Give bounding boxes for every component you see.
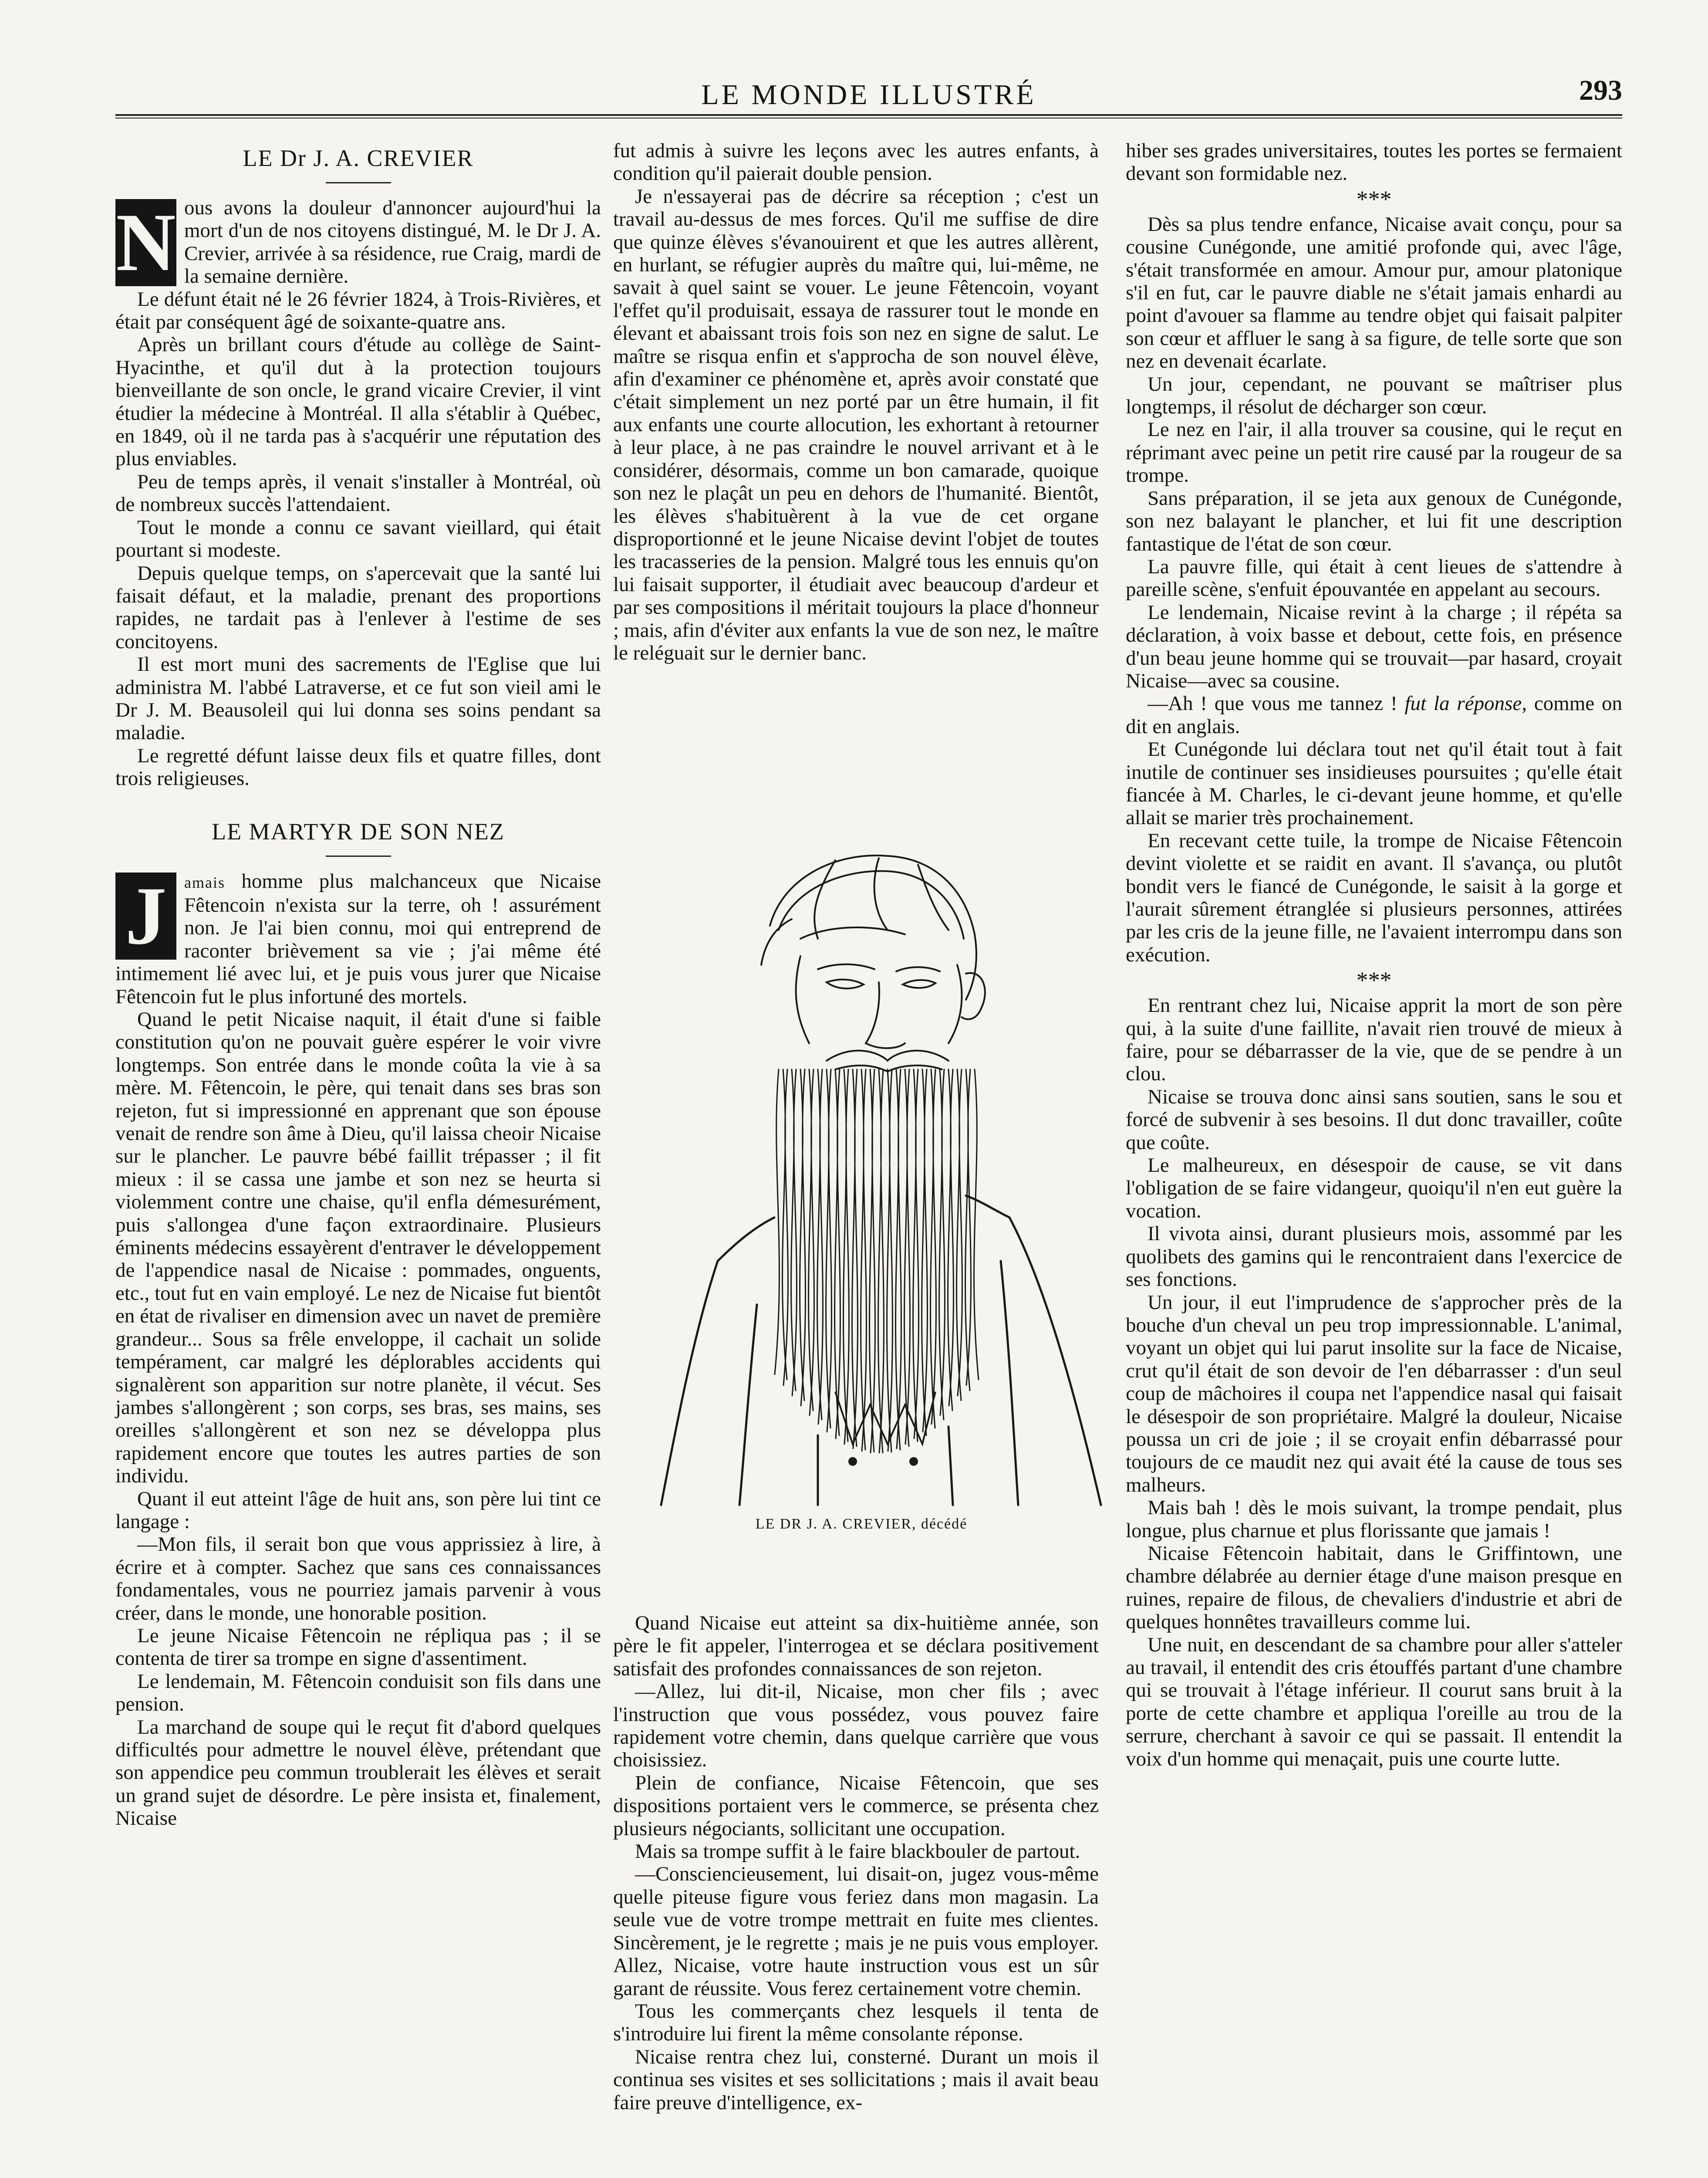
section-asterism: *** [1356,967,1392,994]
title-divider [326,182,391,183]
header-rule [115,114,1622,116]
paragraph: Nicaise se trouva donc ainsi sans soutien, sans le sou et forcé de subvenir à ses besoins. Il dut donc travailler, coûte que coûte. [1126,1085,1622,1154]
paragraph: Plein de confiance, Nicaise Fêtencoin, que ses dispositions portaient vers le commerce, se présenta chez plusieurs négociants, sollicitant une occupation. [613,1771,1099,1840]
drop-cap: N [116,197,176,288]
paragraph: —Mon fils, il serait bon que vous apprissiez à lire, à écrire et à compter. Sachez que sans ces connaissances fondamentales, vous ne pourriez jamais parvenir à vous créer, dans le monde, une honorable position. [115,1533,601,1624]
column-2-top [613,139,1099,664]
lead-paragraph [115,196,601,288]
paragraph: Mais sa trompe suffit à le faire blackbouler de partout. [635,1840,1080,1863]
paragraph: Le nez en l'air, il alla trouver sa cousine, qui le reçut en réprimant avec peine un petit rire causé par la rougeur de sa trompe. [1126,418,1622,487]
paragraph: Un jour, cependant, ne pouvant se maîtriser plus longtemps, il résolut de décharger son cœur. [1126,372,1622,419]
column-1 [115,139,601,1830]
paragraph: Quant il eut atteint l'âge de huit ans, son père lui tint ce langage : [115,1487,601,1533]
paragraph: hiber ses grades universitaires, toutes les portes se fermaient devant son formidable nez. [1126,139,1622,185]
paragraph: Le jeune Nicaise Fêtencoin ne répliqua pas ; il se contenta de tirer sa trompe en signe d'assentiment. [115,1624,601,1670]
article-title-martyr: LE MARTYR DE SON NEZ [212,818,505,845]
lead-text: homme plus malchanceux que Nicaise Fêtencoin n'exista sur la terre, oh ! assurément non. Je l'ai bien connu, moi qui entreprend de raconter brièvement sa vie ; j'ai même été intimement lié avec lui, et je puis vous jurer que Nicaise Fêtencoin fut le plus infortuné des mortels. [115,869,601,1008]
page-header [115,74,1622,118]
beard-stroke [974,1069,979,1380]
paragraph: Il vivota ainsi, durant plusieurs mois, assommé par les quolibets des gamins qui le rencontraient dans l'exercice de ses fonctions. [1126,1222,1622,1291]
paragraph: En recevant cette tuile, la trompe de Nicaise Fêtencoin devint violette et se raidit en avant. Il s'avança, ou plutôt bondit vers le fiancé de Cunégonde, le saisit à la gorge et l'aurait sûrement étranglée si plusieurs personnes, attirées par les cris de la jeune fille, ne l'avaient interrompu dans son exécution. [1126,829,1622,966]
paragraph: Depuis quelque temps, on s'apercevait que la santé lui faisait défaut, et la maladie, prenant des proportions rapides, ne tardait pas à l'enlever à l'estime de ses concitoyens. [115,561,601,653]
lead-paragraph [115,870,601,1008]
paragraph: Nicaise Fêtencoin habitait, dans le Griffintown, une chambre délabrée au dernier étage d'une maison presque en ruines, repaire de filous, de chevaliers d'industrie et abri de quelques honnêtes travailleurs comme lui. [1126,1542,1622,1634]
portrait-engraving [574,825,1149,1522]
page-number: 293 [1579,74,1622,106]
title-divider [326,856,391,857]
beard-stroke [966,1069,971,1385]
paragraph: fut admis à suivre les leçons avec les autres enfants, à condition qu'il paierait double pension. [613,139,1099,185]
portrait-caption: LE DR J. A. CREVIER, décédé [755,1516,968,1532]
paragraph: Et Cunégonde lui déclara tout net qu'il était tout à fait inutile de continuer ses insidieuses poursuites ; qu'elle était fiancée à M. Charles, le ci-devant jeune homme, et qu'elle allait se marier très prochainement. [1126,738,1622,829]
paragraph: Il est mort muni des sacrements de l'Eglise que lui administra M. l'abbé Latraverse, et ce fut son vieil ami le Dr J. M. Beausoleil qui lui donna ses soins pendant sa maladie. [115,653,601,744]
paragraph: Le lendemain, Nicaise revint à la charge ; il répéta sa déclaration, à voix basse et debout, cette fois, en présence d'un beau jeune homme qui se trouvait—par hasard, croyait Nicaise—avec sa cousine. [1126,601,1622,692]
paragraph: Je n'essayerai pas de décrire sa réception ; c'est un travail au-dessus de mes forces. Qu'il me suffise de dire que quinze élèves s'évanouirent et que les autres allèrent, en hurlant, se réfugier auprès du maître qui, lui-même, ne savait à quel saint se vouer. Le jeune Fêtencoin, voyant l'effet qu'il produisait, essaya de rassurer tout le monde en élevant et abaissant trois fois son nez en signe de salut. Le maître se risqua enfin et s'approcha de son nouvel élève, afin d'examiner ce phénomène et, après avoir constaté que c'était simplement un nez porté par un être humain, il fit aux enfants une courte allocution, les exhortant à retourner à leur place, à ne pas craindre le nouvel arrivant et à le considérer, désormais, comme un bon camarade, quoique son nez le plaçât un peu en dehors de l'humanité. Bientôt, les élèves s'habituèrent à la vue de cet organe disproportionné et le jeune Nicaise devint l'objet de toutes les tracasseries de la pension. Malgré tous les ennuis qu'on lui faisait supporter, il étudiait avec beaucoup d'ardeur et par ses compositions il méritait toujours la place d'honneur ; mais, afin d'éviter aux enfants la vue de son nez, le maître le reléguait sur le dernier banc. [613,185,1099,664]
paragraph: Le regretté défunt laisse deux fils et quatre filles, dont trois religieuses. [115,744,601,790]
paragraph: Peu de temps après, il venait s'installer à Montréal, où de nombreux succès l'attendaient. [115,470,601,516]
paragraph: Le malheureux, en désespoir de cause, se vit dans l'obligation de se faire vidangeur, quoiqu'il n'en eut guère la vocation. [1126,1154,1622,1222]
reply-italic: fut la réponse [1404,692,1522,715]
paragraph [1126,692,1622,738]
paragraph: Le défunt était né le 26 février 1824, à Trois-Rivières, et était par conséquent âgé de soixante-quatre ans. [115,287,601,334]
paragraph: Une nuit, en descendant de sa chambre pour aller s'atteler au travail, il entendit des cris étouffés partant d'une chambre qui se trouvait à l'étage inférieur. Il courut sans bruit à la porte de cette chambre et appliqua l'oreille au trou de la serrure, cherchant à savoir ce qui se passait. Il entendit la voix d'un homme qui menaçait, puis une courte lutte. [1126,1633,1622,1770]
lead-text: ous avons la douleur d'annoncer aujourd'hui la mort d'un de nos citoyens distingué, M. le Dr J. A. Crevier, arrivée à sa résidence, rue Craig, mardi de la semaine dernière. [184,196,601,288]
paragraph: La pauvre fille, qui était à cent lieues de s'attendre à pareille scène, s'enfuit épouvantée en appelant au secours. [1126,555,1622,601]
masthead: LE MONDE ILLUSTRÉ [701,79,1036,111]
paragraph: Nicaise rentra chez lui, consterné. Durant un mois il continua ses visites et ses sollicitations ; mais il avait beau faire preuve d'intelligence, ex- [613,2045,1099,2114]
paragraph: —Allez, lui dit-il, Nicaise, mon cher fils ; avec l'instruction que vous possédez, vous pouvez faire rapidement votre chemin, dans quelque carrière que vous choisissiez. [613,1680,1099,1772]
paragraph: Quand Nicaise eut atteint sa dix-huitième année, son père le fit appeler, l'interrogea et se déclara positivement satisfait des profondes connaissances de son rejeton. [613,1612,1099,1680]
paragraph: En rentrant chez lui, Nicaise apprit la mort de son père qui, à la suite d'une faillite, n'avait rien trouvé de mieux à faire, pour se débarrasser de la vie, que de se pendre à un clou. [1126,994,1622,1086]
paragraph: —Consciencieusement, lui disait-on, jugez vous-même quelle piteuse figure vous feriez dans mon magasin. La seule vue de votre trompe mettrait en fuite mes clientes. Sincèrement, je le regrette ; mais je ne puis vous employer. Allez, Nicaise, votre haute instruction vous est un sûr garant de réussite. Vous ferez certainement votre chemin. [613,1863,1099,2000]
paragraph: Mais bah ! dès le mois suivant, la trompe pendait, plus longue, plus charnue et plus florissante que jamais ! [1126,1496,1622,1542]
paragraph: Après un brillant cours d'étude au collège de Saint-Hyacinthe, et qu'il dut à la protection toujours bienveillante de son oncle, le grand vicaire Crevier, il vint étudier la médecine à Montréal. Il alla s'établir à Québec, en 1849, où il ne tarda pas à s'acquérir une réputation des plus enviables. [115,333,601,470]
paragraph: Tous les commerçants chez lesquels il tenta de s'introduire lui firent la même consolante réponse. [613,1999,1099,2046]
column-2-bottom [613,1612,1099,2114]
column-3 [1126,139,1622,1770]
paragraph: Le lendemain, M. Fêtencoin conduisit son fils dans une pension. [115,1670,601,1716]
paragraph: La marchand de soupe qui le reçut fit d'abord quelques difficultés pour admettre le nouvel élève, prétendant que son appendice peu commun troublerait les élèves et serait un grand sujet de désordre. Le père insista et, finalement, Nicaise [115,1715,601,1830]
paragraph: Un jour, il eut l'imprudence de s'approcher près de la bouche d'un cheval un peu trop impressionnable. L'animal, voyant un objet qui lui parut insolite sur la face de Nicaise, crut qu'il était de son devoir de l'en débarrasser : d'un seul coup de mâchoires il coupa net l'appendice nasal qui faisait le désespoir de son propriétaire. Malgré la douleur, Nicaise poussa un cri de joie ; il se croyait enfin débarrassé pour toujours de ce maudit nez qui avait été la cause de tous ses malheurs. [1126,1291,1622,1496]
paragraph: Tout le monde a connu ce savant vieillard, qui était pourtant si modeste. [115,516,601,562]
drop-cap: J [115,873,176,960]
reply-text: —Ah ! que vous me tannez ! [1148,692,1405,715]
article-title-crevier: LE Dr J. A. CREVIER [243,145,474,171]
section-asterism: *** [1356,186,1392,212]
paragraph: Sans préparation, il se jeta aux genoux de Cunégonde, son nez balayant le plancher, et lui fit une description fantastique de l'état de son cœur. [1126,487,1622,555]
beard-stroke [775,1069,779,1374]
paragraph: Quand le petit Nicaise naquit, il était d'une si faible constitution qu'on ne pouvait guère espérer le voir vivre longtemps. Son entrée dans le monde coûta la vie à sa mère. M. Fêtencoin, le père, qui tenait dans ses bras son rejeton, fut si impressionné en apprenant que son épouse venait de rendre son âme à Dieu, qu'il laissa cheoir Nicaise sur le plancher. Le pauvre bébé faillit trépasser ; il fit mieux : il se cassa une jambe et son nez se heurta si violemment contre une chaise, qu'il enfla démesurément, puis s'allongea d'une façon extraordinaire. Plusieurs éminents médecins essayèrent d'entraver le développement de l'appendice nasal de Nicaise : pommades, onguents, etc., tout fut en vain employé. Le nez de Nicaise fut bientôt en état de rivaliser en dimension avec un navet de première grandeur... Sous sa frêle enveloppe, il cachait un solide tempérament, car malgré les déplorables accidents qui signalèrent son apparition sur notre planète, il vécut. Ses jambes s'allongèrent ; son corps, ses bras, ses mains, ses oreilles s'allongèrent et son nez se développa plus rapidement encore que toutes les autres parties de son individu. [115,1008,601,1488]
reply-text: , comme on dit en anglais. [1126,692,1622,738]
lead-word: amais [184,873,225,891]
paragraph: Dès sa plus tendre enfance, Nicaise avait conçu, pour sa cousine Cunégonde, une amitié profonde qui, avec l'âge, s'était transformée en amour. Amour pur, amour platonique s'il en fut, car le pauvre diable ne s'était jamais enhardi au point d'avouer sa flamme au tendre objet qui faisait palpiter son cœur et affluer le sang à sa figure, de telle sorte que son nez en devenait écarlate. [1126,213,1622,373]
